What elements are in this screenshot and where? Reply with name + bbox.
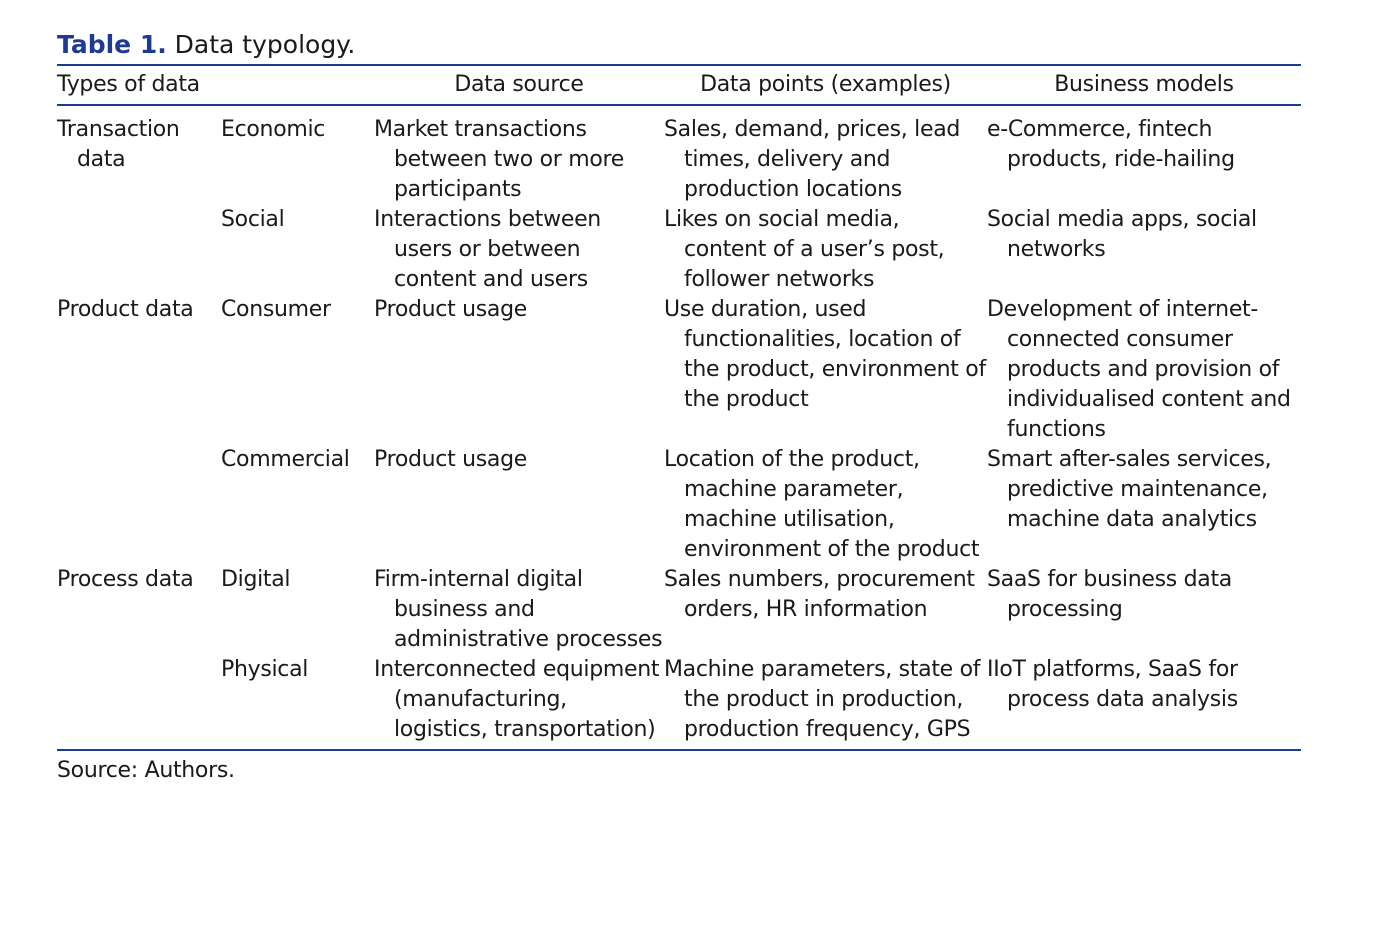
cell-subtype: Consumer [221, 297, 331, 322]
cell-subtype: Economic [221, 117, 326, 142]
cell-points: Sales, demand, prices, lead times, delivery and production locations [664, 117, 961, 202]
table-footer-row [57, 750, 1301, 787]
cell-points: Likes on social media, content of a user’s post, follower networks [664, 207, 945, 292]
cell-points: Use duration, used functionalities, location of the product, environment of the product [664, 297, 986, 412]
cell-points: Sales numbers, procurement orders, HR information [664, 567, 975, 622]
cell-points: Location of the product, machine parameter, machine utilisation, environment of the product [664, 447, 980, 562]
table-row [57, 445, 1301, 565]
cell-source: Product usage [374, 447, 528, 472]
cell-subtype: Commercial [221, 447, 350, 472]
cell-models: e-Commerce, fintech products, ride-hailing [987, 117, 1235, 172]
table-caption-label: Table 1. [57, 30, 167, 59]
cell-models: Development of internet-connected consumer products and provision of individualised content and functions [987, 297, 1291, 442]
header-subtype [221, 65, 374, 105]
cell-points: Machine parameters, state of the product in production, production frequency, GPS [664, 657, 981, 742]
table-footnote: Source: Authors. [57, 758, 235, 783]
table-row [57, 205, 1301, 295]
cell-source: Interconnected equipment (manufacturing, logistics, transportation) [374, 657, 660, 742]
cell-models: SaaS for business data processing [987, 567, 1232, 622]
cell-type [57, 655, 221, 750]
cell-type: Transaction data [57, 117, 180, 172]
data-typology-table [57, 64, 1301, 787]
cell-source: Firm-internal digital business and administrative processes [374, 567, 663, 652]
table-header-row [57, 65, 1301, 105]
header-business-models: Business models [1054, 72, 1234, 97]
cell-subtype: Physical [221, 657, 309, 682]
table-row [57, 295, 1301, 445]
cell-models: Social media apps, social networks [987, 207, 1257, 262]
table-caption-title: Data typology. [174, 30, 356, 59]
header-data-points: Data points (examples) [700, 72, 951, 97]
cell-type [57, 445, 221, 565]
table-row [57, 105, 1301, 205]
header-data-source: Data source [454, 72, 584, 97]
table-caption [57, 28, 1301, 64]
table-row [57, 565, 1301, 655]
cell-type [57, 205, 221, 295]
cell-source: Product usage [374, 297, 528, 322]
cell-subtype: Digital [221, 567, 291, 592]
cell-source: Market transactions between two or more participants [374, 117, 624, 202]
cell-source: Interactions between users or between content and users [374, 207, 601, 292]
table-container [57, 28, 1301, 787]
header-types-of-data: Types of data [57, 72, 200, 97]
cell-models: IIoT platforms, SaaS for process data analysis [987, 657, 1238, 712]
cell-type: Process data [57, 567, 194, 592]
table-row [57, 655, 1301, 750]
cell-models: Smart after-sales services, predictive maintenance, machine data analytics [987, 447, 1272, 532]
cell-subtype: Social [221, 207, 285, 232]
cell-type: Product data [57, 297, 194, 322]
